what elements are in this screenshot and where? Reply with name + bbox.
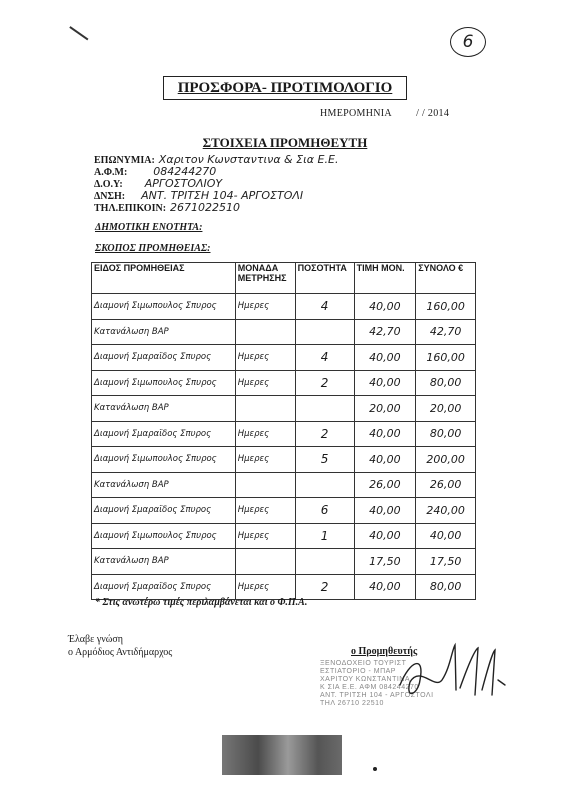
field-label: Α.Φ.Μ: xyxy=(94,167,128,178)
cell-qty xyxy=(295,472,354,498)
table-row xyxy=(92,447,476,473)
header-item: ΕΙΔΟΣ ΠΡΟΜΗΘΕΙΑΣ xyxy=(92,263,236,294)
table-header-row xyxy=(92,263,476,294)
cell-total: 160,00 xyxy=(416,345,476,371)
cell-price: 40,00 xyxy=(354,523,416,549)
field-value: Χαριτον Κωνσταντινα & Σια Ε.Ε. xyxy=(158,153,339,166)
cell-total: 40,00 xyxy=(416,523,476,549)
cell-item: Κατανάλωση ΒΑΡ xyxy=(92,396,236,422)
cell-unit: Ημερες xyxy=(235,523,295,549)
document-title: ΠΡΟΣΦΟΡΑ- ΠΡΟΤΙΜΟΛΟΓΙΟ xyxy=(163,76,407,100)
cell-total: 42,70 xyxy=(416,319,476,345)
stamp-line: ΤΗΛ 26710 22510 xyxy=(320,700,384,707)
vat-footnote: * Στις ανωτέρω τιμές περιλαμβάνεται και ο Φ.Π.Α. xyxy=(95,597,308,608)
cell-unit: Ημερες xyxy=(235,421,295,447)
items-table xyxy=(91,262,476,600)
table-row xyxy=(92,294,476,320)
field-value: 2671022510 xyxy=(170,201,241,214)
table-row xyxy=(92,574,476,600)
cell-total: 20,00 xyxy=(416,396,476,422)
page-number: 6 xyxy=(450,27,486,57)
supplier-field-doy xyxy=(94,174,338,190)
table-row xyxy=(92,549,476,575)
date-label: ΗΜΕΡΟΜΗΝΙΑ xyxy=(320,108,392,119)
cell-item: Διαμονή Σμαραϊδος Σπυρος xyxy=(92,421,236,447)
cell-total: 17,50 xyxy=(416,549,476,575)
header-total: ΣΥΝΟΛΟ € xyxy=(416,263,476,294)
cell-price: 40,00 xyxy=(354,447,416,473)
cell-qty: 2 xyxy=(295,421,354,447)
cell-unit: Ημερες xyxy=(235,294,295,320)
table-row xyxy=(92,345,476,371)
field-value: 084244270 xyxy=(153,165,217,178)
table-row xyxy=(92,421,476,447)
cell-total: 80,00 xyxy=(416,370,476,396)
table-row xyxy=(92,370,476,396)
cell-total: 200,00 xyxy=(416,447,476,473)
table-row xyxy=(92,472,476,498)
cell-unit: Ημερες xyxy=(235,370,295,396)
stamp-line: ΑΝΤ. ΤΡΙΤΣΗ 104 - ΑΡΓΟΣΤΟΛΙ xyxy=(320,692,434,699)
table-row xyxy=(92,319,476,345)
cell-unit: Ημερες xyxy=(235,447,295,473)
cell-price: 40,00 xyxy=(354,574,416,600)
cell-qty: 6 xyxy=(295,498,354,524)
cell-qty: 5 xyxy=(295,447,354,473)
cell-total: 160,00 xyxy=(416,294,476,320)
cell-qty xyxy=(295,319,354,345)
municipal-unit-label: ΔΗΜΟΤΙΚΗ ΕΝΟΤΗΤΑ: xyxy=(95,222,203,233)
cell-unit xyxy=(235,472,295,498)
cell-qty: 2 xyxy=(295,370,354,396)
cell-item: Διαμονή Σμαραϊδος Σπυρος xyxy=(92,574,236,600)
scan-dot xyxy=(373,767,377,771)
cell-item: Κατανάλωση ΒΑΡ xyxy=(92,549,236,575)
table-row xyxy=(92,396,476,422)
cell-qty: 1 xyxy=(295,523,354,549)
header-unit: ΜΟΝΑΔΑ ΜΕΤΡΗΣΗΣ xyxy=(235,263,295,294)
cell-qty xyxy=(295,396,354,422)
supplier-heading: ΣΤΟΙΧΕΙΑ ΠΡΟΜΗΘΕΥΤΗ xyxy=(202,135,368,150)
supplier-fields xyxy=(94,150,339,214)
supplier-field-name xyxy=(94,150,339,166)
cell-item: Διαμονή Σμαραϊδος Σπυρος xyxy=(92,498,236,524)
field-label: Δ.Ο.Υ: xyxy=(94,179,123,190)
stamp-line: Κ ΣΙΑ Ε.Ε. ΑΦΜ 084244270 xyxy=(320,684,419,691)
cell-price: 17,50 xyxy=(354,549,416,575)
corner-pen-mark xyxy=(70,26,89,40)
cell-item: Διαμονή Σιμωπουλος Σπυρος xyxy=(92,294,236,320)
header-qty: ΠΟΣΟΤΗΤΑ xyxy=(295,263,354,294)
cell-unit: Ημερες xyxy=(235,498,295,524)
date-row xyxy=(320,108,449,119)
cell-item: Κατανάλωση ΒΑΡ xyxy=(92,472,236,498)
cell-price: 40,00 xyxy=(354,498,416,524)
cell-price: 26,00 xyxy=(354,472,416,498)
ack-line-2: ο Αρμόδιος Αντιδήμαρχος xyxy=(68,647,173,658)
cell-item: Διαμονή Σμαραϊδος Σπυρος xyxy=(92,345,236,371)
handwritten-signature xyxy=(380,640,510,710)
cell-price: 20,00 xyxy=(354,396,416,422)
cell-item: Διαμονή Σιμωπουλος Σπυρος xyxy=(92,370,236,396)
cell-qty: 2 xyxy=(295,574,354,600)
cell-unit xyxy=(235,319,295,345)
cell-item: Διαμονή Σιμωπουλος Σπυρος xyxy=(92,447,236,473)
ack-line-1: Έλαβε γνώση xyxy=(68,634,123,645)
table-row xyxy=(92,523,476,549)
table-row xyxy=(92,498,476,524)
cell-qty xyxy=(295,549,354,575)
cell-price: 40,00 xyxy=(354,421,416,447)
supplier-field-address xyxy=(94,186,338,202)
supplier-signature-label: ο Προμηθευτής xyxy=(351,646,418,657)
header-price: ΤΙΜΗ ΜΟΝ. xyxy=(354,263,416,294)
field-label: ΔΝΣΗ: xyxy=(94,191,126,202)
field-label: ΕΠΩΝΥΜΙΑ: xyxy=(94,155,155,166)
stamp-line: ΞΕΝΟΔΟΧΕΙΟ ΤΟΥΡΙΣΤ xyxy=(320,660,407,667)
cell-unit: Ημερες xyxy=(235,574,295,600)
cell-item: Κατανάλωση ΒΑΡ xyxy=(92,319,236,345)
cell-price: 42,70 xyxy=(354,319,416,345)
date-value: / / 2014 xyxy=(416,108,450,119)
cell-unit xyxy=(235,549,295,575)
purpose-label: ΣΚΟΠΟΣ ΠΡΟΜΗΘΕΙΑΣ: xyxy=(95,243,211,254)
stamp-line: ΕΣΤΙΑΤΟΡΙΟ - ΜΠΑΡ xyxy=(320,668,396,675)
cell-price: 40,00 xyxy=(354,345,416,371)
cell-item: Διαμονή Σιμωπουλος Σπυρος xyxy=(92,523,236,549)
cell-total: 80,00 xyxy=(416,574,476,600)
field-label: ΤΗΛ.ΕΠΙΚΟΙΝ: xyxy=(94,203,167,214)
acknowledgement xyxy=(68,633,172,659)
scan-artifact xyxy=(222,735,342,775)
cell-price: 40,00 xyxy=(354,294,416,320)
stamp-line: ΧΑΡΙΤΟΥ ΚΩΝΣΤΑΝΤΙΝΑ xyxy=(320,676,411,683)
field-value: ΑΝΤ. ΤΡΙΤΣΗ 104- ΑΡΓΟΣΤΟΛΙ xyxy=(141,189,304,202)
cell-total: 240,00 xyxy=(416,498,476,524)
cell-price: 40,00 xyxy=(354,370,416,396)
cell-qty: 4 xyxy=(295,345,354,371)
cell-total: 26,00 xyxy=(416,472,476,498)
cell-qty: 4 xyxy=(295,294,354,320)
cell-unit: Ημερες xyxy=(235,345,295,371)
cell-unit xyxy=(235,396,295,422)
field-value: ΑΡΓΟΣΤΟΛΙΟΥ xyxy=(144,177,223,190)
cell-total: 80,00 xyxy=(416,421,476,447)
